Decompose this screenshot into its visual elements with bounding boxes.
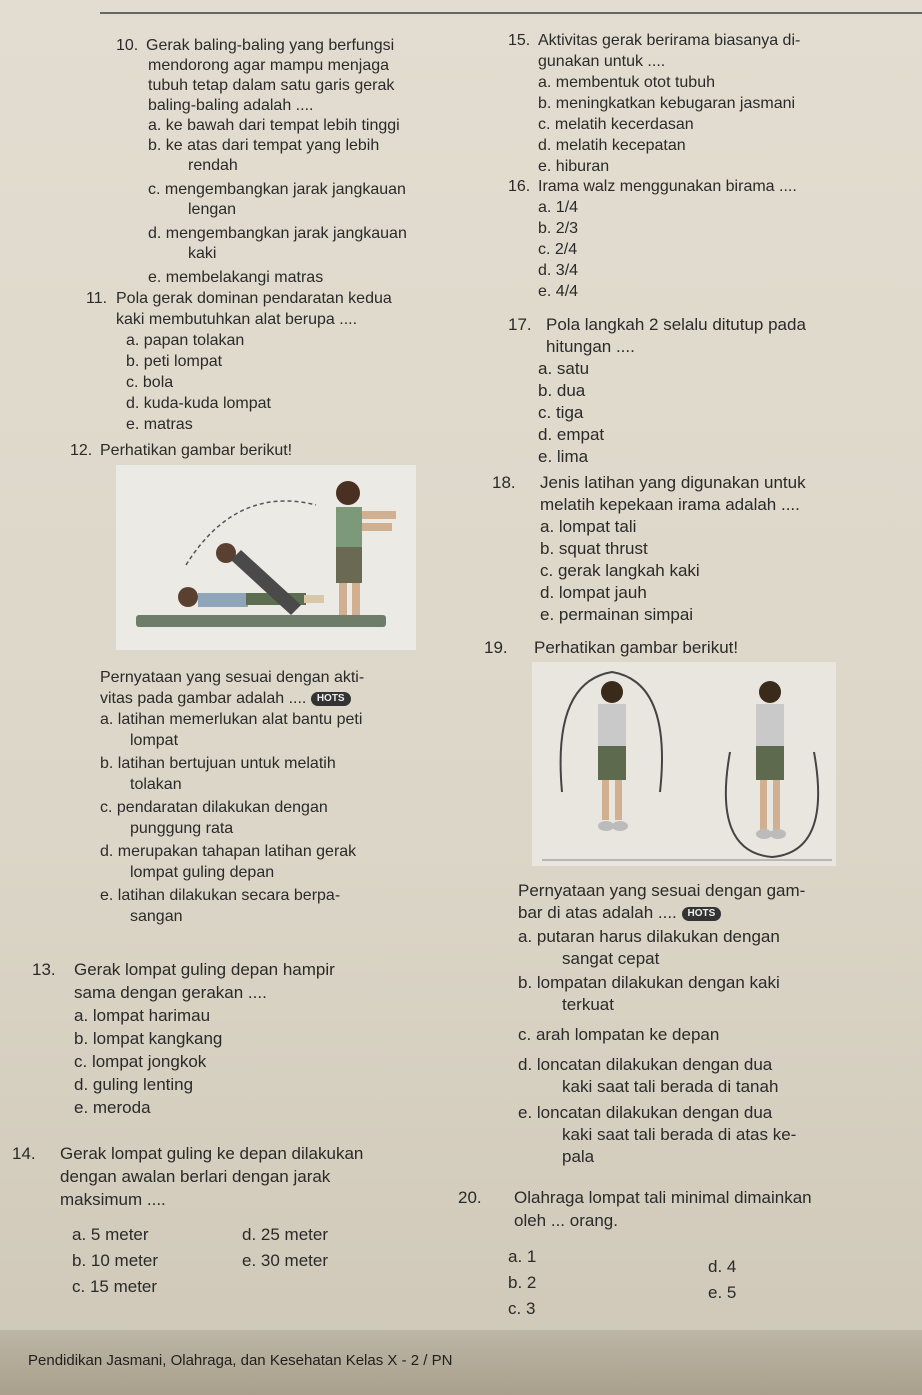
q16-option-a: a. 1/4 — [538, 199, 579, 216]
q15-option-b: b. meningkatkan kebugaran jasmani — [538, 95, 796, 112]
q17-stem-line: hitungan .... — [546, 337, 635, 356]
q13-stem-line: Gerak lompat guling depan hampir — [74, 960, 335, 979]
jump-rope-illustration — [532, 662, 836, 866]
top-rule — [100, 12, 922, 14]
q14-option-b: b. 10 meter — [72, 1251, 158, 1270]
q20-stem-line: Olahraga lompat tali minimal dimainkan — [514, 1188, 812, 1207]
question-17 — [508, 314, 918, 468]
q14-number: 14. — [12, 1144, 36, 1163]
q12-option-d-cont: lompat guling depan — [130, 864, 275, 881]
q17-number: 17. — [508, 315, 532, 334]
q17-option-d: d. empat — [538, 425, 605, 444]
q16-option-d: d. 3/4 — [538, 262, 579, 279]
question-12 — [70, 440, 470, 461]
q14-option-e: e. 30 meter — [242, 1251, 328, 1270]
question-14 — [12, 1142, 442, 1211]
q11-stem-line: Pola gerak dominan pendaratan kedua — [116, 290, 392, 307]
q19-option-e-cont: kaki saat tali berada di atas ke- — [562, 1125, 797, 1144]
q13-stem-line: sama dengan gerakan .... — [74, 983, 267, 1002]
q11-option-a: a. papan tolakan — [126, 332, 245, 349]
q17-option-c: c. tiga — [538, 403, 584, 422]
q15-option-a: a. membentuk otot tubuh — [538, 74, 715, 91]
q10-option-d: d. mengembangkan jarak jangkauan — [148, 225, 407, 242]
question-15 — [508, 30, 918, 177]
q12-number: 12. — [70, 442, 93, 459]
q10-stem-line: baling-baling adalah .... — [148, 97, 314, 114]
q11-number: 11. — [86, 290, 108, 307]
q20-number: 20. — [458, 1188, 482, 1207]
q12-question-line: vitas pada gambar adalah .... — [100, 690, 307, 707]
question-10 — [118, 36, 478, 288]
q16-number: 16. — [508, 178, 531, 195]
q10-option-c: c. mengembangkan jarak jangkauan — [148, 181, 406, 198]
q15-option-d: d. melatih kecepatan — [538, 137, 686, 154]
q14-stem-line: maksimum .... — [60, 1190, 166, 1209]
q19-option-c: c. arah lompatan ke depan — [518, 1025, 720, 1044]
question-20-options — [508, 1244, 808, 1322]
q18-stem-line: Jenis latihan yang digunakan untuk — [540, 473, 806, 492]
q10-option-c-cont: lengan — [188, 201, 237, 218]
q14-stem-line: dengan awalan berlari dengan jarak — [60, 1167, 331, 1186]
q12-option-b: b. latihan bertujuan untuk melatih — [100, 755, 336, 772]
mat-shape — [136, 615, 386, 627]
q11-stem-line: kaki membutuhkan alat berupa .... — [116, 311, 358, 328]
q10-option-d-cont: kaki — [188, 245, 217, 262]
q12-option-a: a. latihan memerlukan alat bantu peti — [100, 711, 363, 728]
q16-option-b: b. 2/3 — [538, 220, 579, 237]
q19-question-line: bar di atas adalah .... — [518, 903, 677, 922]
q18-option-c: c. gerak langkah kaki — [540, 561, 700, 580]
q15-number: 15. — [508, 32, 531, 49]
q13-option-d: d. guling lenting — [74, 1075, 194, 1094]
q19-option-b-cont: terkuat — [562, 995, 614, 1014]
q19-option-a: a. putaran harus dilakukan dengan — [518, 927, 780, 946]
q10-stem-line: tubuh tetap dalam satu garis gerak — [148, 77, 395, 94]
q12-option-e: e. latihan dilakukan secara berpa- — [100, 887, 341, 904]
q13-number: 13. — [32, 960, 56, 979]
q17-stem-line: Pola langkah 2 selalu ditutup pada — [546, 315, 806, 334]
hots-badge: HOTS — [682, 907, 722, 921]
q11-option-e: e. matras — [126, 416, 193, 433]
question-20 — [458, 1186, 918, 1232]
q18-option-a: a. lompat tali — [540, 517, 637, 536]
q20-option-d: d. 4 — [708, 1257, 737, 1276]
question-19-body — [518, 880, 908, 1168]
q13-option-b: b. lompat kangkang — [74, 1029, 223, 1048]
q12-option-b-cont: tolakan — [130, 776, 182, 793]
q12-stem: Perhatikan gambar berikut! — [100, 442, 293, 459]
q15-option-c: c. melatih kecerdasan — [538, 116, 694, 133]
q10-stem-line: Gerak baling-baling yang berfungsi — [146, 37, 395, 54]
q10-option-e: e. membelakangi matras — [148, 269, 324, 286]
q18-option-e: e. permainan simpai — [540, 605, 694, 624]
question-19 — [484, 637, 904, 659]
q14-option-d: d. 25 meter — [242, 1225, 328, 1244]
q13-option-c: c. lompat jongkok — [74, 1052, 207, 1071]
q16-stem: Irama walz menggunakan birama .... — [538, 178, 797, 195]
q17-option-e: e. lima — [538, 447, 589, 466]
q11-option-b: b. peti lompat — [126, 353, 223, 370]
q14-option-c: c. 15 meter — [72, 1277, 158, 1296]
q17-option-a: a. satu — [538, 359, 590, 378]
question-16 — [508, 176, 918, 302]
q13-option-a: a. lompat harimau — [74, 1006, 211, 1025]
forward-roll-illustration — [116, 465, 416, 650]
q19-option-e: e. loncatan dilakukan dengan dua — [518, 1103, 773, 1122]
question-11 — [86, 288, 486, 435]
q19-option-d-cont: kaki saat tali berada di tanah — [562, 1077, 779, 1096]
hots-badge: HOTS — [311, 692, 351, 706]
q12-option-c-cont: punggung rata — [130, 820, 234, 837]
q17-option-b: b. dua — [538, 381, 586, 400]
q12-option-c: c. pendaratan dilakukan dengan — [100, 799, 328, 816]
q19-option-b: b. lompatan dilakukan dengan kaki — [518, 973, 780, 992]
footer-text: Pendidikan Jasmani, Olahraga, dan Kesehatan Kelas X - 2 / PN — [28, 1352, 453, 1369]
q20-option-a: a. 1 — [508, 1247, 537, 1266]
q12-question-line: Pernyataan yang sesuai dengan akti- — [100, 669, 365, 686]
q15-option-e: e. hiburan — [538, 158, 610, 175]
q12-option-a-cont: lompat — [130, 732, 179, 749]
q13-option-e: e. meroda — [74, 1098, 151, 1117]
q18-option-b: b. squat thrust — [540, 539, 648, 558]
q20-option-b: b. 2 — [508, 1273, 537, 1292]
question-12-body — [100, 667, 460, 927]
q10-number: 10. — [116, 37, 139, 54]
q12-option-e-cont: sangan — [130, 908, 183, 925]
q19-question-line: Pernyataan yang sesuai dengan gam- — [518, 881, 806, 900]
question-13 — [32, 958, 472, 1119]
q14-option-a: a. 5 meter — [72, 1225, 149, 1244]
q18-stem-line: melatih kepekaan irama adalah .... — [540, 495, 800, 514]
q16-option-e: e. 4/4 — [538, 283, 579, 300]
q12-option-d: d. merupakan tahapan latihan gerak — [100, 843, 357, 860]
q15-stem-line: Aktivitas gerak berirama biasanya di- — [538, 32, 801, 49]
q10-stem-line: mendorong agar mampu menjaga — [148, 57, 390, 74]
q15-stem-line: gunakan untuk .... — [538, 53, 666, 70]
q10-option-b: b. ke atas dari tempat yang lebih — [148, 137, 380, 154]
q19-stem: Perhatikan gambar berikut! — [534, 638, 739, 657]
q18-number: 18. — [492, 473, 516, 492]
q20-option-e: e. 5 — [708, 1283, 737, 1302]
q19-option-e-cont: pala — [562, 1147, 595, 1166]
q18-option-d: d. lompat jauh — [540, 583, 647, 602]
q10-option-b-cont: rendah — [188, 157, 238, 174]
q10-stem-1 — [118, 36, 478, 56]
question-18 — [492, 472, 912, 626]
q10-option-a: a. ke bawah dari tempat lebih tinggi — [148, 117, 400, 134]
q19-option-d: d. loncatan dilakukan dengan dua — [518, 1055, 773, 1074]
q14-stem-line: Gerak lompat guling ke depan dilakukan — [60, 1144, 364, 1163]
q19-option-a-cont: sangat cepat — [562, 949, 660, 968]
question-14-options — [72, 1222, 432, 1300]
q19-number: 19. — [484, 638, 508, 657]
q11-option-d: d. kuda-kuda lompat — [126, 395, 271, 412]
q20-option-c: c. 3 — [508, 1299, 536, 1318]
q11-option-c: c. bola — [126, 374, 174, 391]
q16-option-c: c. 2/4 — [538, 241, 578, 258]
q20-stem-line: oleh ... orang. — [514, 1211, 618, 1230]
